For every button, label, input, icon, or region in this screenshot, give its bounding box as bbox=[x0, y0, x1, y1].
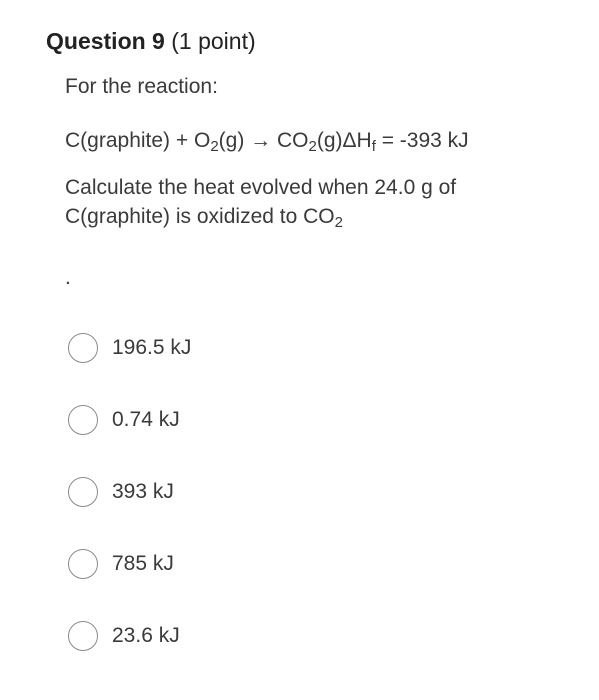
question-title: Question 9 bbox=[46, 28, 165, 54]
equation-part: C(graphite) + O bbox=[65, 129, 211, 152]
answer-option-label[interactable]: 196.5 kJ bbox=[112, 336, 192, 359]
equation-subscript: f bbox=[371, 138, 376, 155]
answer-option[interactable] bbox=[68, 618, 180, 654]
answer-option[interactable] bbox=[68, 474, 174, 510]
calculate-subscript: 2 bbox=[334, 214, 343, 231]
prompt-intro: For the reaction: bbox=[65, 75, 218, 98]
answer-option[interactable] bbox=[68, 546, 174, 582]
radio-button[interactable] bbox=[68, 333, 98, 363]
reaction-equation bbox=[65, 127, 469, 155]
equation-part: (g) → CO bbox=[218, 129, 309, 152]
stray-period: . bbox=[65, 266, 71, 289]
question-header bbox=[46, 26, 256, 56]
equation-part: (g)ΔH bbox=[316, 129, 372, 152]
answer-option[interactable] bbox=[68, 330, 191, 366]
equation-subscript: 2 bbox=[308, 138, 317, 155]
equation-subscript: 2 bbox=[210, 138, 219, 155]
equation-part: = -393 kJ bbox=[375, 129, 469, 152]
answer-option-label[interactable]: 23.6 kJ bbox=[112, 624, 180, 647]
answer-option-label[interactable]: 393 kJ bbox=[112, 480, 174, 503]
radio-button[interactable] bbox=[68, 549, 98, 579]
answer-option[interactable] bbox=[68, 402, 180, 438]
radio-button[interactable] bbox=[68, 477, 98, 507]
calculate-text-line1: Calculate the heat evolved when 24.0 g of bbox=[65, 176, 457, 199]
calculate-text-line2 bbox=[65, 203, 343, 231]
answer-option-label[interactable]: 785 kJ bbox=[112, 552, 174, 575]
answer-option-label[interactable]: 0.74 kJ bbox=[112, 408, 180, 431]
radio-button[interactable] bbox=[68, 405, 98, 435]
calculate-text-part: C(graphite) is oxidized to CO bbox=[65, 205, 335, 228]
question-points: (1 point) bbox=[171, 28, 256, 54]
radio-button[interactable] bbox=[68, 621, 98, 651]
